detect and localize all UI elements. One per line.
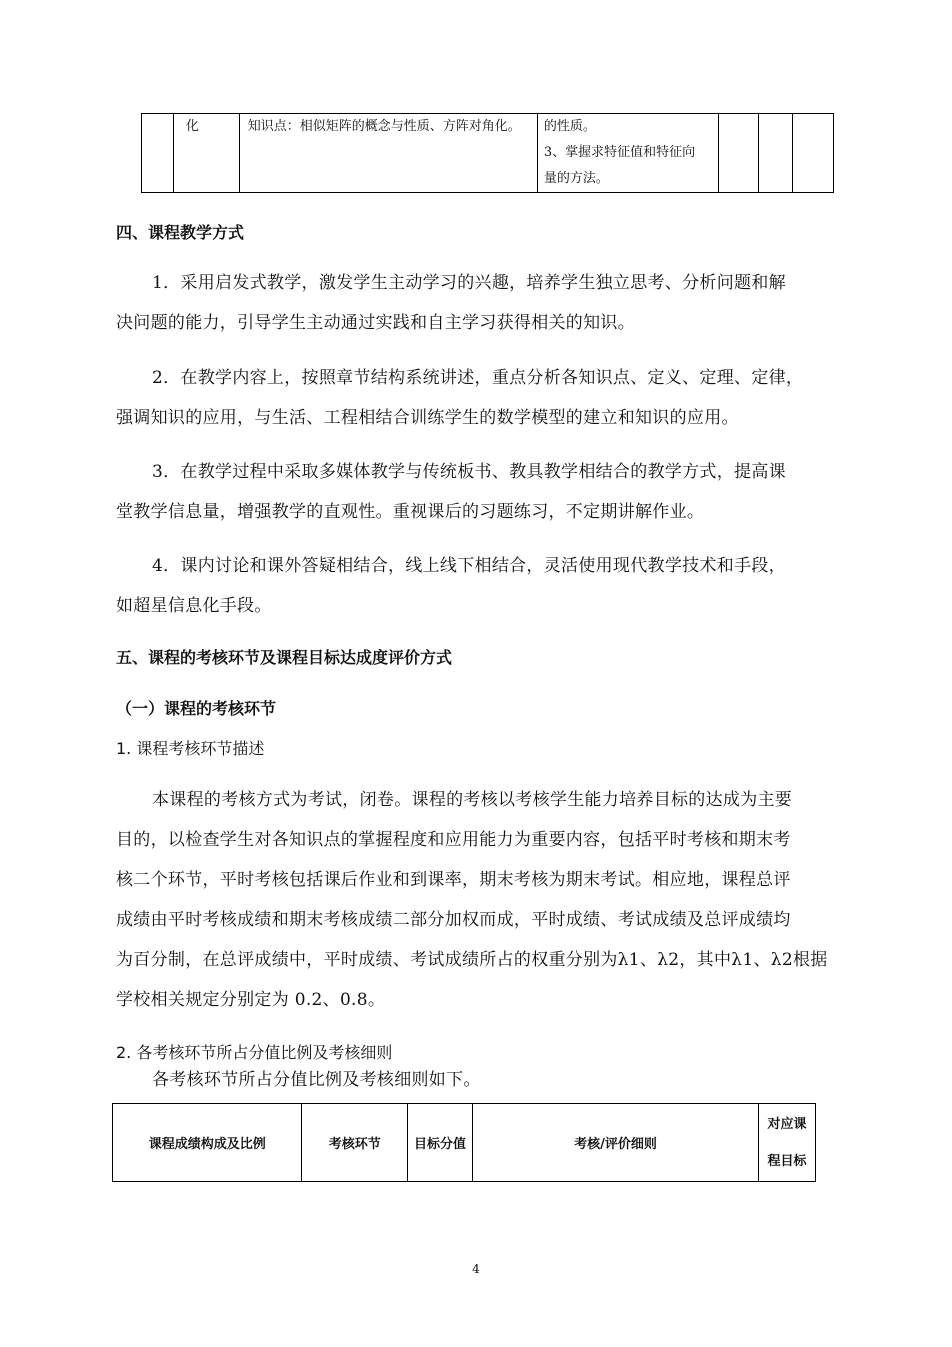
cell-text: 知识点：相似矩阵的概念与性质、方阵对角化。 — [247, 119, 521, 134]
top-table — [141, 113, 834, 193]
assessment-table — [112, 1103, 816, 1182]
cell-text: 量的方法。 — [543, 171, 609, 186]
table-header-cell: 对应课 程目标 — [759, 1104, 816, 1182]
subsection-heading: 2. 各考核环节所占分值比例及考核细则 — [116, 1043, 393, 1062]
body-paragraph: 本课程的考核方式为考试，闭卷。课程的考核以考核学生能力培养目标的达成为主要 目的，以检查学生对各知识点的掌握程度和应用能力为重要内容，包括平时考核和期末考 核二个环节，平时考核包括课后作业和到课率，期末考核为期末考试。相应地，课程总评 成绩由平时考核成绩和期末考核成绩二部分加权而成，平时成绩、考试成绩及总评成绩均 为百分制，在总评成绩中，平时成绩、考试成绩所占的权重分别为λ1、λ2，其中λ1、λ2根据 学校相关规定分别定为 0.2、0.8。 — [116, 790, 828, 1010]
cell-text: 3、掌握求特征值和特征向 — [543, 145, 696, 160]
table-cell — [759, 114, 793, 193]
section-heading: 五、课程的考核环节及课程目标达成度评价方式 — [116, 648, 453, 667]
intro-text: 各考核环节所占分值比例及考核细则如下。 — [152, 1070, 481, 1090]
table-header-row — [113, 1104, 816, 1182]
table-cell — [793, 114, 834, 193]
section-heading: 四、课程教学方式 — [116, 223, 245, 242]
table-header-cell: 考核环节 — [302, 1104, 408, 1182]
table-cell — [537, 114, 718, 193]
table-cell — [173, 114, 239, 193]
paragraph: 3．在教学过程中采取多媒体教学与传统板书、教具教学相结合的教学方式，提高课 堂教学信息量，增强教学的直观性。重视课后的习题练习，不定期讲解作业。 — [116, 462, 786, 522]
table-header-cell: 考核/评价细则 — [472, 1104, 758, 1182]
cell-text: 化 — [185, 119, 199, 134]
table-header-cell: 课程成绩构成及比例 — [113, 1104, 302, 1182]
table-header-cell: 目标分值 — [408, 1104, 473, 1182]
table-cell — [239, 114, 537, 193]
paragraph: 1．采用启发式教学，激发学生主动学习的兴趣，培养学生独立思考、分析问题和解 决问题的能力，引导学生主动通过实践和自主学习获得相关的知识。 — [116, 273, 786, 333]
table-cell — [719, 114, 759, 193]
table-row — [142, 114, 834, 193]
subsection-heading: （一）课程的考核环节 — [116, 699, 277, 718]
paragraph: 4．课内讨论和课外答疑相结合，线上线下相结合，灵活使用现代教学技术和手段， 如超星信息化手段。 — [116, 556, 786, 616]
cell-text: 的性质。 — [543, 119, 596, 134]
table-cell — [142, 114, 174, 193]
page-number: 4 — [472, 1262, 480, 1276]
paragraph: 2．在教学内容上，按照章节结构系统讲述，重点分析各知识点、定义、定理、定律， 强调知识的应用，与生活、工程相结合训练学生的数学模型的建立和知识的应用。 — [116, 368, 804, 428]
subsection-heading: 1. 课程考核环节描述 — [116, 739, 265, 758]
